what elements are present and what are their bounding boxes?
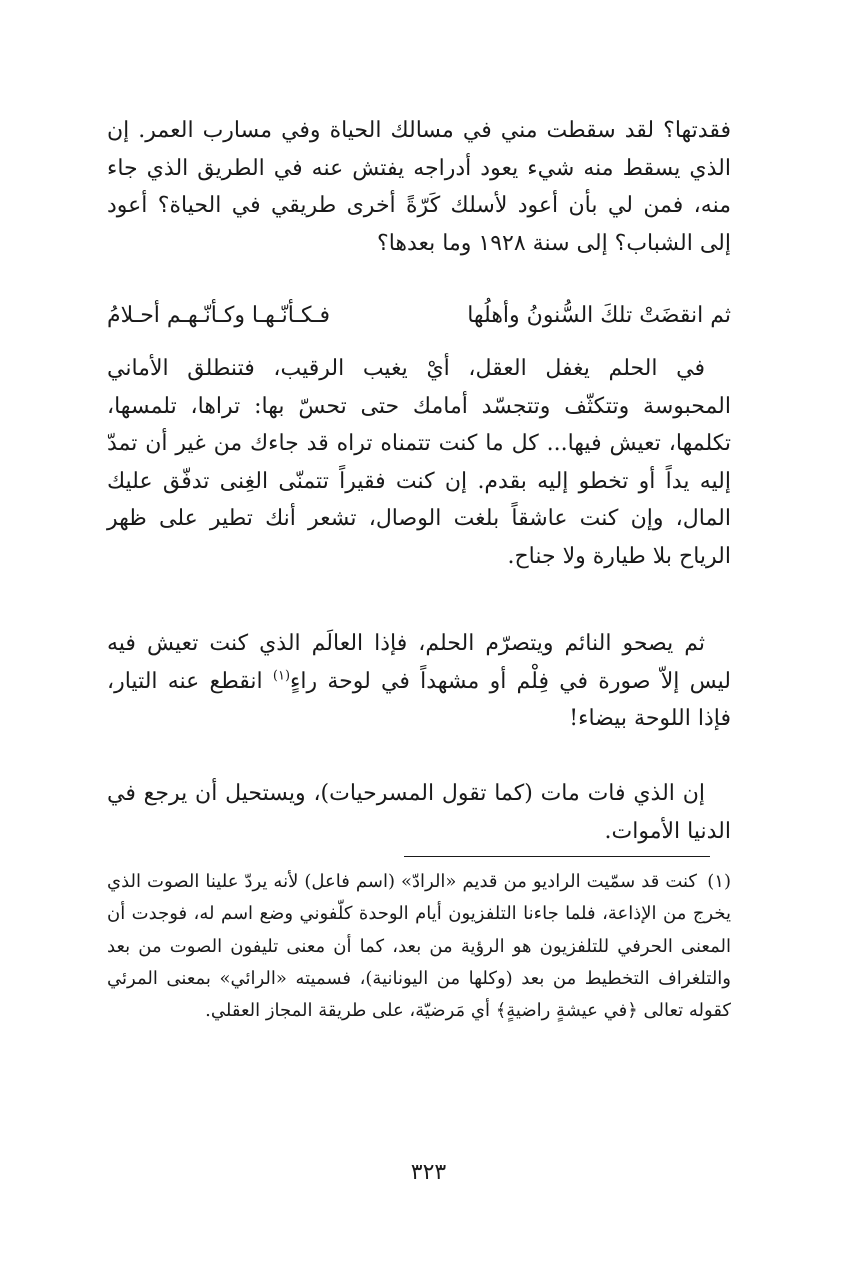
poetry-verse <box>107 296 731 336</box>
body-text-closing <box>107 775 731 850</box>
paragraph-1: فقدتها؟ لقد سقطت مني في مسالك الحياة وفي مسارب العمر. إن الذي يسقط منه شيء يعود أدراجه يفتش عنه في الطريق الذي جاء منه، فمن لي بأن أعود لأسلك كَرّةً أخرى طريقي في الحياة؟ أعود إلى الشباب؟ إلى سنة ١٩٢٨ وما بعدها؟ <box>107 118 731 256</box>
body-text-dream <box>107 350 731 575</box>
paragraph-2: في الحلم يغفل العقل، أيْ يغيب الرقيب، فتنطلق الأماني المحبوسة وتتكثّف وتتجسّد أمامك حتى تحسّ بها: تراها، تلمسها، تكلمها، تعيش فيها... كل ما كنت تتمناه تراه قد جاءك من غير أن تمدّ إليه يداً أو تخطو إليه بقدم. إن كنت فقيراً تتمنّى الغِنى تدفّق عليك المال، وإن كنت عاشقاً بلغت الوصال، تشعر أنك تطير على ظهر الرياح بلا طيارة ولا جناح. <box>107 356 731 569</box>
footnote-marker: (١) <box>707 871 731 892</box>
page-number: ٣٢٣ <box>410 1160 447 1185</box>
verse-first-hemistich: ثم انقضَتْ تلكَ السُّنونُ وأهلُها <box>467 303 731 328</box>
footnote-reference[interactable]: (١) <box>272 668 291 684</box>
footnote-text: كنت قد سمّيت الراديو من قديم «الرادّ» (اسم فاعل) لأنه يردّ علينا الصوت الذي يخرج من الإذاعة، فلما جاءنا التلفزيون أيام الوحدة كلّفوني وضع اسم له، فوجدت أن المعنى الحرفي للتلفزيون هو الرؤية من بعد، كما أن معنى تليفون الصوت من بعد والتلغراف التخطيط من بعد (وكلها من اليونانية)، فسميته «الرائي» بمعنى المرئي كقوله تعالى ﴿في عيشةٍ راضيةٍ﴾ أي مَرضيّة، على طريقة المجاز العقلي. <box>107 871 731 1022</box>
footnote <box>107 866 731 1027</box>
verse-second-hemistich: فـكـأنّـهـا وكـأنّـهـم أحـلامُ <box>107 303 331 328</box>
footnote-separator <box>404 856 710 857</box>
paragraph-3 <box>107 625 731 738</box>
paragraph-3-text: ثم يصحو النائم ويتصرّم الحلم، فإذا العالَم الذي كنت تعيش فيه ليس إلاّ صورة في فِلْم أو مشهداً في لوحة راءٍ <box>107 631 732 694</box>
paragraph-3-continuation: انقطع عنه التيار، فإذا اللوحة بيضاء! <box>107 668 731 731</box>
body-text-waking <box>107 625 731 738</box>
paragraph-4: إن الذي فات مات (كما تقول المسرحيات)، ويستحيل أن يرجع في الدنيا الأموات. <box>107 781 731 844</box>
body-text-top <box>107 112 731 262</box>
